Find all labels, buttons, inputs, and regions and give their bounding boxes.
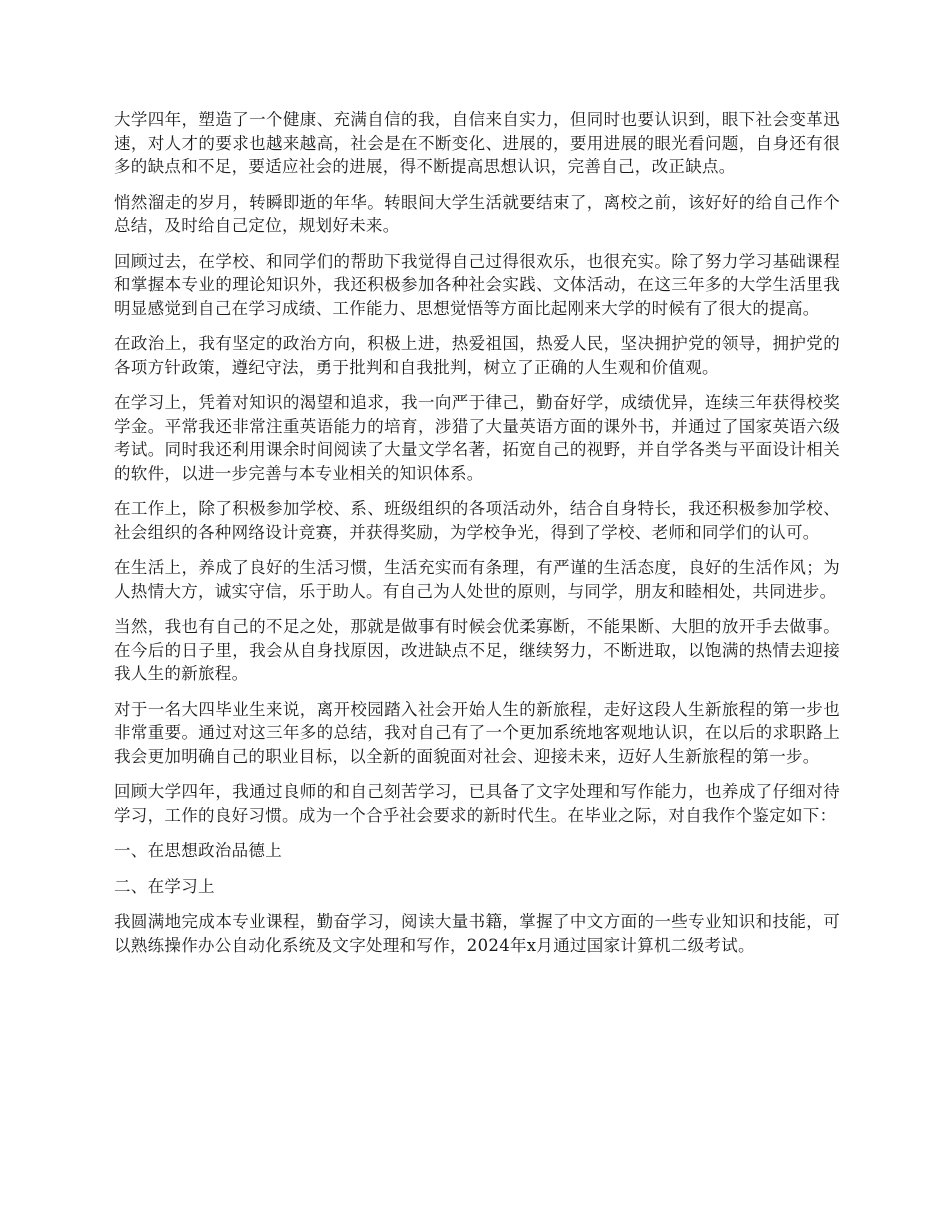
paragraph-10: 回顾大学四年，我通过良师的和自己刻苦学习，已具备了文字处理和写作能力，也养成了仔细对待学习，工作的良好习惯。成为一个合乎社会要求的新时代生。在毕业之际，对自我作个鉴定如下： — [114, 782, 840, 825]
document-body — [114, 108, 840, 969]
paragraph-2: 悄然溜走的岁月，转瞬即逝的年华。转眼间大学生活就要结束了，离校之前，该好好的给自己作个总结，及时给自己定位，规划好未来。 — [114, 192, 840, 235]
paragraph-4: 在政治上，我有坚定的政治方向，积极上进，热爱祖国，热爱人民，坚决拥护党的领导，拥护党的各项方针政策，遵纪守法，勇于批判和自我批判，树立了正确的人生观和价值观。 — [114, 334, 840, 377]
paragraph-11: 我圆满地完成本专业课程，勤奋学习，阅读大量书籍，掌握了中文方面的一些专业知识和技能，可以熟练操作办公自动化系统及文字处理和写作，2024年x月通过国家计算机二级考试。 — [114, 912, 840, 955]
paragraph-8: 当然，我也有自己的不足之处，那就是做事有时候会优柔寡断，不能果断、大胆的放开手去做事。在今后的日子里，我会从自身找原因，改进缺点不足，继续努力，不断进取，以饱满的热情去迎接我人生的新旅程。 — [114, 617, 840, 683]
paragraph-9: 对于一名大四毕业生来说，离开校园踏入社会开始人生的新旅程，走好这段人生新旅程的第一步也非常重要。通过对这三年多的总结，我对自己有了一个更加系统地客观地认识，在以后的求职路上我会更加明确自己的职业目标，以全新的面貌面对社会、迎接未来，迈好人生新旅程的第一步。 — [114, 699, 840, 766]
paragraph-6: 在工作上，除了积极参加学校、系、班级组织的各项活动外，结合自身特长，我还积极参加学校、社会组织的各种网络设计竞赛，并获得奖励，为学校争光，得到了学校、老师和同学们的认可。 — [114, 499, 840, 542]
paragraph-7: 在生活上，养成了良好的生活习惯，生活充实而有条理，有严谨的生活态度，良好的生活作风；为人热情大方，诚实守信，乐于助人。有自己为人处世的原则，与同学，朋友和睦相处，共同进步。 — [114, 558, 840, 601]
section-heading-1: 一、在思想政治品德上 — [114, 841, 282, 860]
paragraph-5: 在学习上，凭着对知识的渴望和追求，我一向严于律己，勤奋好学，成绩优异，连续三年获得校奖学金。平常我还非常注重英语能力的培育，涉猎了大量英语方面的课外书，并通过了国家英语六级考试。同时我还利用课余时间阅读了大量文学名著，拓宽自己的视野，并自学各类与平面设计相关的软件，以进一步完善与本专业相关的知识体系。 — [114, 393, 840, 483]
section-heading-2: 二、在学习上 — [114, 876, 215, 896]
paragraph-3: 回顾过去，在学校、和同学们的帮助下我觉得自己过得很欢乐，也很充实。除了努力学习基础课程和掌握本专业的理论知识外，我还积极参加各种社会实践、文体活动，在这三年多的大学生活里我明显感觉到自己在学习成绩、工作能力、思想觉悟等方面比起刚来大学的时候有了很大的提高。 — [114, 251, 840, 318]
paragraph-1: 大学四年，塑造了一个健康、充满自信的我，自信来自实力，但同时也要认识到，眼下社会变革迅速，对人才的要求也越来越高，社会是在不断变化、进展的，要用进展的眼光看问题，自身还有很多的缺点和不足，要适应社会的进展，得不断提高思想认识，完善自己，改正缺点。 — [114, 110, 840, 176]
